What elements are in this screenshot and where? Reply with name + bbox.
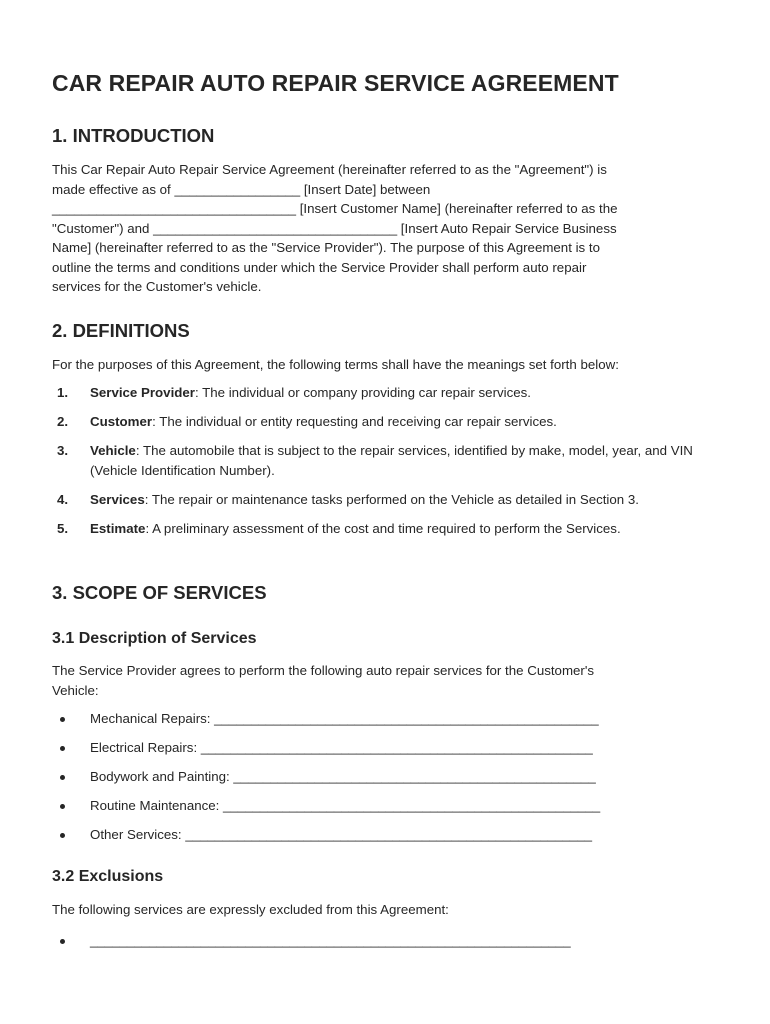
definitions-list	[52, 383, 720, 548]
definition-item	[52, 383, 720, 403]
exclusion-item-text: _________________________________________________________________	[90, 933, 571, 948]
bullet-icon	[60, 833, 65, 838]
definition-item	[52, 441, 720, 480]
section-heading-definitions: 2. DEFINITIONS	[52, 320, 190, 341]
definitions-lead: For the purposes of this Agreement, the following terms shall have the meanings set forth below:	[52, 357, 619, 372]
service-item-text: Other Services: _______________________________________________________	[90, 827, 593, 842]
description-line: Vehicle:	[52, 682, 99, 698]
intro-line: "Customer") and _________________________________ [Insert Auto Repair Service Business	[52, 220, 617, 236]
service-item	[52, 825, 720, 845]
subsection-heading-description-of-services: 3.1 Description of Services	[52, 630, 257, 647]
definition-item	[52, 519, 720, 539]
definition-item	[52, 412, 720, 432]
section-heading-introduction: 1. INTRODUCTION	[52, 125, 215, 146]
service-item	[52, 796, 720, 816]
definition-text: : The repair or maintenance tasks performed on the Vehicle as detailed in Section 3.	[144, 491, 639, 507]
bullet-icon	[60, 804, 65, 809]
description-paragraph	[52, 661, 594, 700]
exclusions-lead: The following services are expressly excluded from this Agreement:	[52, 902, 449, 917]
definition-term: Service Provider	[90, 385, 195, 400]
intro-line: Name] (hereinafter referred to as the "Service Provider"). The purpose of this Agreement is to	[52, 240, 600, 255]
service-item-text: Electrical Repairs: _____________________________________________________	[90, 740, 593, 755]
definition-text: : The individual or entity requesting and receiving car repair services.	[152, 414, 557, 429]
definition-number: 3.	[57, 443, 69, 458]
intro-line: outline the terms and conditions under which the Service Provider shall perform auto repair	[52, 259, 587, 275]
exclusion-item	[52, 931, 720, 951]
definition-term: Customer	[90, 414, 153, 429]
definition-item	[52, 490, 720, 510]
intro-line: services for the Customer's vehicle.	[52, 279, 262, 294]
definition-term: Vehicle	[90, 443, 136, 458]
intro-line: made effective as of _________________ [Insert Date] between	[52, 181, 431, 197]
bullet-icon	[60, 939, 65, 944]
intro-line: This Car Repair Auto Repair Service Agreement (hereinafter referred to as the "Agreement") is	[52, 162, 607, 177]
service-item	[52, 709, 720, 729]
introduction-paragraph	[52, 160, 618, 297]
bullet-icon	[60, 746, 65, 751]
service-item-text: Routine Maintenance: ___________________________________________________	[90, 798, 601, 813]
bullet-icon	[60, 717, 65, 722]
definition-number: 2.	[57, 414, 69, 429]
document-title: CAR REPAIR AUTO REPAIR SERVICE AGREEMENT	[52, 70, 619, 96]
section-heading-scope-of-services: 3. SCOPE OF SERVICES	[52, 582, 267, 603]
service-item	[52, 767, 720, 787]
service-item-text: Mechanical Repairs: ____________________________________________________	[90, 711, 599, 726]
service-item	[52, 738, 720, 758]
definition-term: Services	[90, 491, 145, 507]
intro-line: _________________________________ [Insert Customer Name] (hereinafter referred to as the	[52, 201, 618, 216]
definition-text: : The automobile that is subject to the repair services, identified by make, model, year, and VIN (Vehicle Identification Number).	[90, 443, 693, 478]
definition-text: : The individual or company providing car repair services.	[194, 385, 531, 400]
definition-number: 5.	[57, 520, 69, 536]
definition-number: 1.	[57, 385, 69, 400]
definition-number: 4.	[57, 491, 69, 507]
description-line: The Service Provider agrees to perform the following auto repair services for the Customer's	[52, 663, 595, 678]
definition-term: Estimate	[90, 520, 146, 536]
bullet-icon	[60, 775, 65, 780]
services-list	[52, 709, 720, 854]
service-item-text: Bodywork and Painting: _________________________________________________	[90, 769, 596, 784]
exclusions-list	[52, 931, 720, 960]
definition-text: : A preliminary assessment of the cost and time required to perform the Services.	[145, 520, 621, 536]
subsection-heading-exclusions: 3.2 Exclusions	[52, 868, 164, 885]
